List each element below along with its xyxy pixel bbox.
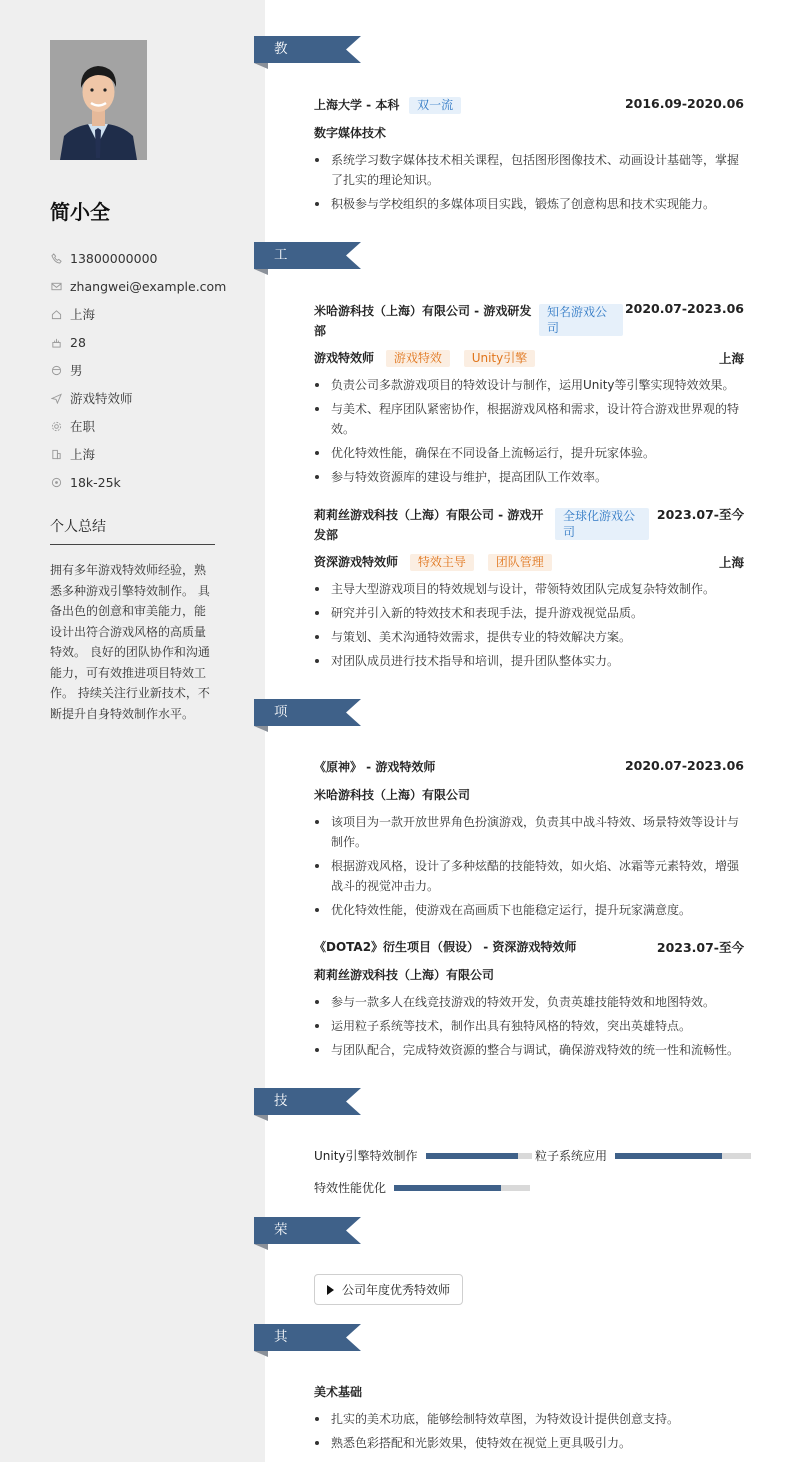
list-item: 与策划、美术沟通特效需求，提供专业的特效解决方案。 (314, 627, 745, 647)
project-company: 米哈游科技（上海）有限公司 (314, 788, 471, 802)
job-tag: 团队管理 (488, 554, 552, 571)
section-title: 其他信息 (274, 1329, 288, 1426)
profile-photo (50, 40, 147, 160)
job-tag: Unity引擎 (464, 350, 536, 367)
list-item: 优化特效性能，使游戏在高画质下也能稳定运行，提升玩家满意度。 (314, 900, 745, 920)
skill-bar (426, 1153, 532, 1159)
info-position (50, 384, 226, 412)
other-title: 美术基础 (314, 1385, 363, 1399)
job-tag: 游戏特效 (386, 350, 450, 367)
email-value: zhangwei@example.com (70, 278, 227, 294)
skill-bar (394, 1185, 530, 1191)
info-phone (50, 244, 226, 272)
money-icon (50, 476, 62, 488)
info-desired-city (50, 440, 226, 468)
list-item: 该项目为一款开放世界角色扮演游戏，负责其中战斗特效、场景特效等设计与制作。 (314, 812, 745, 852)
school-name: 上海大学 - 本科 (314, 98, 400, 112)
profile-name: 简小全 (50, 200, 110, 224)
job-tag: 特效主导 (410, 554, 474, 571)
salary-value: 18k-25k (70, 474, 121, 490)
info-status (50, 412, 226, 440)
sidebar (0, 0, 265, 1462)
info-age (50, 328, 226, 356)
company-badge: 知名游戏公司 (539, 304, 623, 336)
status-value: 在职 (70, 419, 96, 434)
gear-icon (50, 420, 62, 432)
job-role: 游戏特效师 (314, 351, 375, 365)
building-icon (50, 448, 62, 460)
job-entry-header (314, 505, 744, 541)
home-icon (50, 308, 62, 320)
list-item: 与团队配合，完成特效资源的整合与调试，确保游戏特效的统一性和流畅性。 (314, 1040, 745, 1060)
info-email (50, 272, 226, 300)
skill-name: 特效性能优化 (314, 1181, 387, 1195)
skill-bar (615, 1153, 751, 1159)
education-entry-header (314, 96, 744, 114)
job-bullets (314, 579, 745, 675)
project-entry-header (314, 758, 744, 775)
info-location (50, 300, 226, 328)
position-value: 游戏特效师 (70, 391, 133, 406)
phone-icon (50, 252, 62, 264)
gender-value: 男 (70, 363, 83, 378)
award-label: 公司年度优秀特效师 (342, 1283, 451, 1297)
list-item: 扎实的美术功底，能够绘制特效草图，为特效设计提供创意支持。 (314, 1409, 745, 1429)
project-bullets (314, 992, 745, 1064)
skill-name: 粒子系统应用 (535, 1149, 608, 1163)
play-icon (327, 1285, 334, 1295)
skill-item (535, 1147, 751, 1164)
project-date: 2023.07-至今 (656, 940, 744, 955)
job-role-row (314, 349, 744, 367)
school-badge: 双一流 (409, 97, 461, 114)
company-badge: 全球化游戏公司 (555, 508, 649, 540)
list-item: 运用粒子系统等技术，制作出具有独特风格的特效，突出英雄特点。 (314, 1016, 745, 1036)
job-role-row (314, 553, 744, 571)
section-title: 工作经历 (274, 247, 288, 344)
desired-city-value: 上海 (70, 447, 96, 462)
job-city: 上海 (718, 351, 744, 366)
company-name: 米哈游科技（上海）有限公司 - 游戏研发部 (314, 304, 532, 338)
job-role: 资深游戏特效师 (314, 555, 399, 569)
send-icon (50, 392, 62, 404)
list-item: 对团队成员进行技术指导和培训，提升团队整体实力。 (314, 651, 745, 671)
list-item: 根据游戏风格，设计了多种炫酷的技能特效，如火焰、冰霜等元素特效，增强战斗的视觉冲击力。 (314, 856, 745, 896)
list-item: 研究并引入新的特效技术和表现手法，提升游戏视觉品质。 (314, 603, 745, 623)
job-bullets (314, 375, 745, 491)
job-entry-header (314, 301, 744, 337)
list-item: 积极参与学校组织的多媒体项目实践，锻炼了创意构思和技术实现能力。 (314, 194, 745, 214)
list-item: 负责公司多款游戏项目的特效设计与制作，运用Unity等引擎实现特效效果。 (314, 375, 745, 395)
project-bullets (314, 812, 745, 924)
list-item: 系统学习数字媒体技术相关课程，包括图形图像技术、动画设计基础等，掌握了扎实的理论知识。 (314, 150, 745, 190)
company-name: 莉莉丝游戏科技（上海）有限公司 - 游戏开发部 (314, 508, 544, 542)
job-date: 2023.07-至今 (656, 507, 744, 522)
award-item[interactable] (314, 1274, 463, 1305)
skill-item (314, 1179, 530, 1196)
phone-value: 13800000000 (70, 250, 158, 266)
list-item: 优化特效性能，确保在不同设备上流畅运行，提升玩家体验。 (314, 443, 745, 463)
contact-info (50, 244, 226, 496)
project-title: 《原神》 - 游戏特效师 (314, 760, 436, 774)
job-city: 上海 (718, 555, 744, 570)
skill-name: Unity引擎特效制作 (314, 1149, 418, 1163)
info-gender (50, 356, 226, 384)
education-date: 2016.09-2020.06 (624, 96, 744, 111)
gender-icon (50, 364, 62, 376)
mail-icon (50, 280, 62, 292)
location-value: 上海 (70, 307, 96, 322)
section-title: 教育经历 (274, 41, 288, 138)
section-title: 项目经历 (274, 704, 288, 801)
cake-icon (50, 336, 62, 348)
project-company: 莉莉丝游戏科技（上海）有限公司 (314, 968, 495, 982)
list-item: 参与特效资源库的建设与维护，提高团队工作效率。 (314, 467, 745, 487)
list-item: 熟悉色彩搭配和光影效果，使特效在视觉上更具吸引力。 (314, 1433, 745, 1453)
education-bullets (314, 150, 745, 218)
main-content (265, 0, 794, 1462)
education-major: 数字媒体技术 (314, 126, 387, 140)
section-title: 荣誉奖项 (274, 1222, 288, 1319)
summary-title: 个人总结 (50, 519, 106, 535)
list-item: 与美术、程序团队紧密协作，根据游戏风格和需求，设计符合游戏世界观的特效。 (314, 399, 745, 439)
info-salary (50, 468, 226, 496)
list-item: 参与一款多人在线竞技游戏的特效开发，负责英雄技能特效和地图特效。 (314, 992, 745, 1012)
project-entry-header (314, 938, 744, 955)
summary-text: 拥有多年游戏特效师经验，熟悉多种游戏引擎特效制作。 具备出色的创意和审美能力，能设计出符合游戏风格的高质量特效。 良好的团队协作和沟通能力，可有效推进项目特效工作。 持续关注行业新技术，不断提升自身特效制作水平。 (50, 563, 210, 721)
skill-item (314, 1147, 532, 1164)
project-date: 2020.07-2023.06 (624, 758, 744, 773)
list-item: 主导大型游戏项目的特效规划与设计，带领特效团队完成复杂特效制作。 (314, 579, 745, 599)
job-date: 2020.07-2023.06 (624, 301, 744, 316)
other-bullets (314, 1409, 745, 1457)
age-value: 28 (70, 334, 86, 350)
section-title: 技能专长 (274, 1093, 288, 1190)
summary-divider (50, 544, 215, 545)
project-title: 《DOTA2》衍生项目（假设） - 资深游戏特效师 (314, 940, 577, 954)
